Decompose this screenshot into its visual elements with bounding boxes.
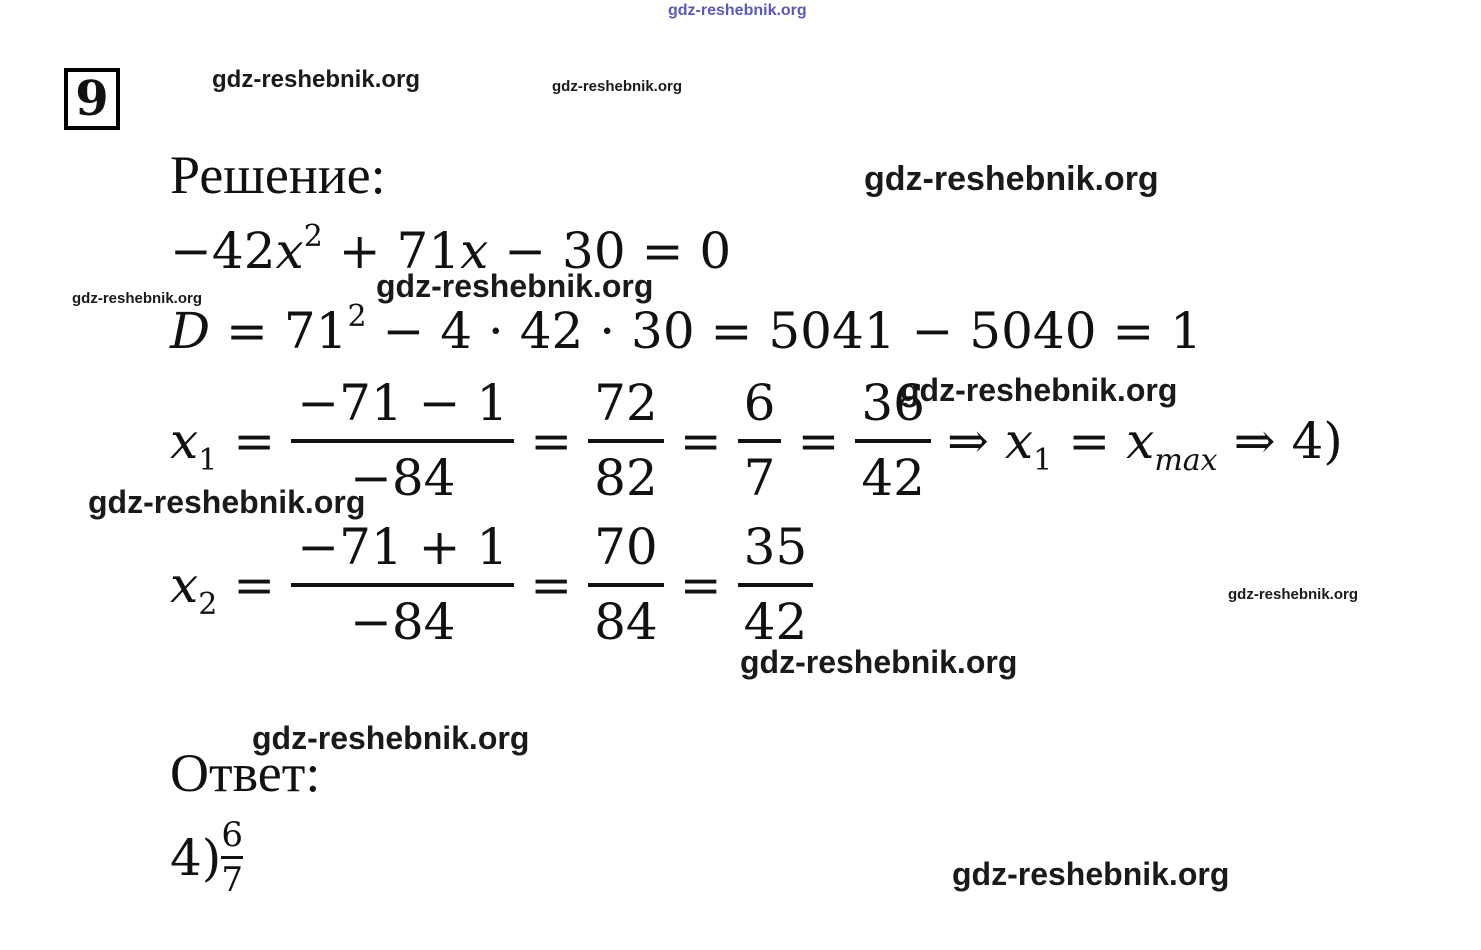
denominator: 42 (861, 449, 925, 507)
answer-fraction (221, 815, 243, 900)
disc-rest: − 4 · 42 · 30 = 5041 − 5040 = 1 (382, 302, 1202, 360)
equation (170, 219, 732, 280)
fraction (588, 520, 664, 650)
fraction-bar (855, 439, 931, 443)
answer-heading: Ответ: (170, 743, 321, 803)
discriminant (170, 299, 1202, 360)
fraction-bar (738, 583, 814, 587)
equals: = (233, 556, 276, 614)
equals: = (530, 412, 573, 470)
denominator: −84 (349, 449, 456, 507)
watermark: gdz-reshebnik.org (740, 644, 1018, 680)
implies-arrow: ⇒ (1233, 412, 1276, 470)
solution-heading: Решение: (170, 145, 386, 205)
watermark: gdz-reshebnik.org (864, 160, 1159, 198)
coef-a: −42 (170, 222, 276, 280)
equals: = (679, 556, 722, 614)
x2-line (170, 520, 813, 650)
fraction (855, 376, 931, 506)
x1-label: $x_1$ (170, 412, 218, 478)
discriminant-symbol: D (170, 302, 211, 360)
watermark-top: gdz-reshebnik.org (668, 2, 807, 19)
equals: = (530, 556, 573, 614)
equals: = (1068, 412, 1111, 470)
fraction-bar (221, 856, 243, 859)
denominator: 82 (594, 449, 658, 507)
watermark: gdz-reshebnik.org (72, 290, 203, 307)
fraction (738, 376, 782, 506)
numerator: −71 − 1 (297, 374, 509, 432)
answer-value (170, 815, 243, 900)
watermark: gdz-reshebnik.org (952, 856, 1230, 892)
numerator: 35 (743, 518, 808, 576)
equals: = (226, 302, 268, 360)
x-max: $x_{max}$ (1126, 412, 1218, 478)
result-option: 4) (1291, 412, 1343, 470)
denominator: 84 (594, 593, 658, 651)
fraction-bar (291, 583, 514, 587)
fraction-bar (588, 439, 664, 443)
fraction-bar (291, 439, 514, 443)
var-x: x (460, 222, 489, 280)
denominator: 7 (221, 860, 243, 900)
implies-arrow: ⇒ (947, 412, 989, 470)
numerator: 72 (594, 374, 658, 432)
watermark: gdz-reshebnik.org (252, 720, 530, 756)
fraction (738, 520, 814, 650)
term-c: − 30 = 0 (504, 222, 732, 280)
denominator: −84 (349, 593, 456, 651)
equals: = (233, 412, 276, 470)
watermark: gdz-reshebnik.org (900, 372, 1178, 408)
numerator: −71 + 1 (297, 518, 509, 576)
numerator: 70 (594, 518, 658, 576)
var-x: x (275, 222, 304, 280)
answer-option: 4) (170, 828, 222, 887)
disc-base: 71 (283, 302, 348, 360)
fraction (291, 520, 514, 650)
x1-label: $x_1$ (1004, 412, 1053, 478)
fraction (588, 376, 664, 506)
numerator: 6 (743, 374, 776, 432)
exponent: 2 (303, 219, 323, 254)
watermark: gdz-reshebnik.org (552, 78, 683, 95)
equals: = (679, 412, 722, 470)
denominator: 7 (743, 449, 776, 507)
numerator: 6 (221, 815, 243, 855)
term-b: + 71 (338, 222, 461, 280)
equals: = (797, 412, 840, 470)
fraction (291, 376, 514, 506)
exponent: 2 (347, 299, 367, 334)
task-number: 9 (64, 68, 120, 130)
watermark: gdz-reshebnik.org (212, 66, 421, 93)
fraction-bar (738, 439, 782, 443)
x2-label: $x_2$ (170, 556, 218, 622)
watermark: gdz-reshebnik.org (376, 268, 654, 304)
watermark: gdz-reshebnik.org (88, 484, 366, 520)
x1-line (170, 376, 1343, 506)
watermark: gdz-reshebnik.org (1228, 586, 1359, 603)
fraction-bar (588, 583, 664, 587)
denominator: 42 (743, 593, 808, 651)
numerator: 36 (861, 374, 925, 432)
